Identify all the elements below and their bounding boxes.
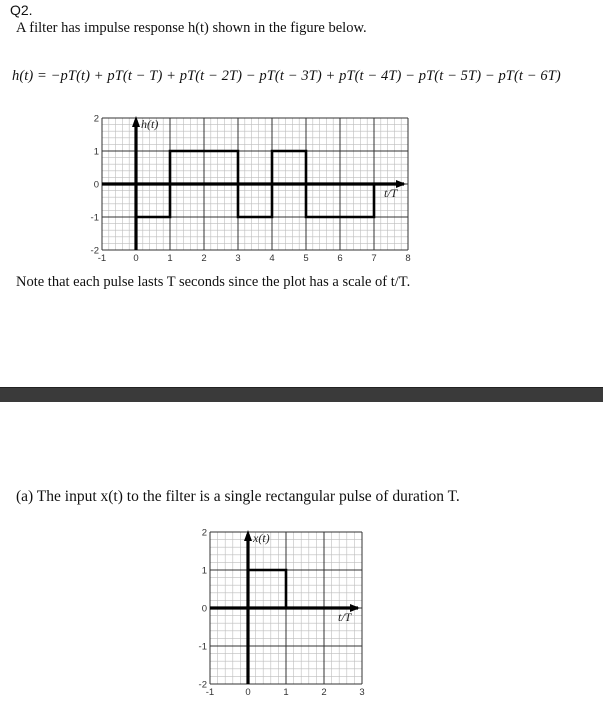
- h-plot-x-tick-label: 0: [133, 253, 139, 264]
- x-plot-y-tick-label: 0: [201, 603, 207, 615]
- section-divider: [0, 387, 603, 402]
- x-plot-y-tick-label: 2: [201, 527, 207, 539]
- x-plot-x-tick-label: -1: [205, 687, 215, 698]
- x-plot-y-tick-label: -2: [198, 679, 207, 691]
- x-plot-x-axis-arrow-icon: [350, 604, 360, 612]
- input-pulse-plot: [190, 524, 390, 704]
- h-plot-y-tick-label: 0: [93, 179, 99, 191]
- h-plot-y-tick-label: -2: [90, 245, 99, 257]
- h-plot-y-tick-label: 1: [93, 146, 99, 158]
- h-plot-x-tick-label: 5: [303, 253, 309, 264]
- x-plot-x-tick-label: 1: [283, 687, 289, 698]
- h-plot-x-tick-label: 3: [235, 253, 241, 264]
- impulse-response-plot: [80, 110, 420, 270]
- impulse-response-equation: h(t) = −pT(t) + pT(t − T) + pT(t − 2T) − pT(t − 3T) + pT(t − 4T) − pT(t − 5T) − pT(t − 6T): [12, 68, 561, 84]
- x-plot-y-tick-label: 1: [201, 565, 207, 577]
- x-plot-series-line: [248, 570, 286, 608]
- question-description: A filter has impulse response h(t) shown in the figure below.: [16, 20, 367, 36]
- h-plot-x-tick-label: 6: [337, 253, 343, 264]
- h-plot-ylabel: h(t): [141, 117, 159, 131]
- h-plot-x-tick-label: -1: [97, 253, 107, 264]
- x-plot-ylabel: x(t): [253, 531, 270, 545]
- h-plot-x-tick-label: 4: [269, 253, 275, 264]
- x-plot-x-tick-label: 3: [359, 687, 365, 698]
- x-plot-xlabel: t/T: [338, 610, 352, 624]
- h-plot-x-tick-label: 1: [167, 253, 173, 264]
- h-plot-y-tick-label: 2: [93, 113, 99, 125]
- x-plot-y-tick-label: -1: [198, 641, 207, 653]
- x-plot-x-tick-label: 2: [321, 687, 327, 698]
- h-plot-x-tick-label: 7: [371, 253, 377, 264]
- h-plot-xlabel: t/T: [384, 186, 398, 200]
- part-a-prompt: (a) The input x(t) to the filter is a single rectangular pulse of duration T.: [16, 488, 460, 505]
- h-plot-y-tick-label: -1: [90, 212, 99, 224]
- h-plot-x-tick-label: 2: [201, 253, 207, 264]
- h-plot-x-tick-label: 8: [405, 253, 411, 264]
- question-number: Q2.: [10, 2, 33, 18]
- x-plot-x-tick-label: 0: [245, 687, 251, 698]
- scale-note: Note that each pulse lasts T seconds since the plot has a scale of t/T.: [16, 274, 411, 290]
